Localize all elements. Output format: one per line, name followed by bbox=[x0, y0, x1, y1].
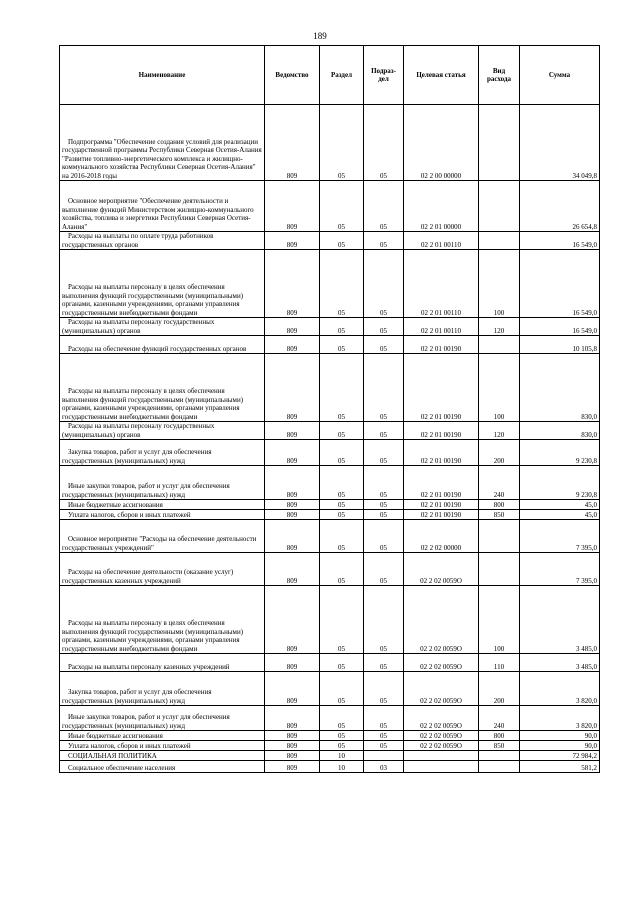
cell-amount: 9 230,8 bbox=[520, 466, 600, 500]
table-row bbox=[60, 553, 600, 586]
cell-amount: 9 230,8 bbox=[520, 440, 600, 466]
cell-subsection: 05 bbox=[364, 181, 404, 232]
cell-target: 02 2 01 00190 bbox=[404, 422, 479, 440]
cell-target bbox=[404, 751, 479, 761]
table-row bbox=[60, 336, 600, 354]
cell-section: 05 bbox=[320, 318, 364, 336]
cell-target: 02 2 01 00110 bbox=[404, 232, 479, 250]
cell-amount: 45,0 bbox=[520, 500, 600, 510]
cell-dept: 809 bbox=[265, 553, 320, 586]
cell-exp-type: 100 bbox=[479, 250, 520, 318]
cell-subsection: 05 bbox=[364, 232, 404, 250]
cell-exp-type: 800 bbox=[479, 731, 520, 741]
cell-amount: 7 395,0 bbox=[520, 553, 600, 586]
cell-dept: 809 bbox=[265, 336, 320, 354]
cell-target: 02 2 01 00190 bbox=[404, 466, 479, 500]
cell-section: 05 bbox=[320, 706, 364, 731]
cell-exp-type: 800 bbox=[479, 500, 520, 510]
header-exp-type: Вид расхода bbox=[479, 46, 520, 105]
cell-amount: 3 820,0 bbox=[520, 672, 600, 706]
cell-target: 02 2 02 00000 bbox=[404, 520, 479, 553]
cell-section: 10 bbox=[320, 751, 364, 761]
cell-name: Расходы на выплаты персоналу в целях обеспечения выполнения функций государственными (муниципальными) органами, казенными учреждениями, органами управления государственными внебюджетными фондами bbox=[60, 250, 265, 318]
cell-name: Основное мероприятие "Расходы на обеспечение деятельности государственных учреждений" bbox=[60, 520, 265, 553]
cell-exp-type bbox=[479, 761, 520, 773]
cell-target: 02 2 02 0059О bbox=[404, 553, 479, 586]
cell-exp-type: 200 bbox=[479, 440, 520, 466]
cell-subsection: 05 bbox=[364, 354, 404, 422]
cell-section: 05 bbox=[320, 520, 364, 553]
cell-name: Закупка товаров, работ и услуг для обеспечения государственных (муниципальных) нужд bbox=[60, 672, 265, 706]
cell-section: 05 bbox=[320, 232, 364, 250]
cell-name: Иные закупки товаров, работ и услуг для обеспечения государственных (муниципальных) нужд bbox=[60, 466, 265, 500]
cell-subsection: 05 bbox=[364, 520, 404, 553]
cell-name: Закупка товаров, работ и услуг для обеспечения государственных (муниципальных) нужд bbox=[60, 440, 265, 466]
cell-target: 02 2 01 00190 bbox=[404, 500, 479, 510]
cell-target: 02 2 01 00110 bbox=[404, 250, 479, 318]
cell-dept: 809 bbox=[265, 354, 320, 422]
cell-amount: 581,2 bbox=[520, 761, 600, 773]
cell-name: СОЦИАЛЬНАЯ ПОЛИТИКА bbox=[60, 751, 265, 761]
cell-amount: 16 549,0 bbox=[520, 318, 600, 336]
cell-dept: 809 bbox=[265, 586, 320, 654]
cell-amount: 45,0 bbox=[520, 510, 600, 520]
cell-target: 02 2 02 0059О bbox=[404, 731, 479, 741]
cell-section: 05 bbox=[320, 466, 364, 500]
cell-exp-type bbox=[479, 553, 520, 586]
cell-subsection bbox=[364, 751, 404, 761]
table-row bbox=[60, 466, 600, 500]
table-row bbox=[60, 105, 600, 181]
cell-name: Расходы на выплаты персоналу казенных учреждений bbox=[60, 654, 265, 672]
cell-section: 05 bbox=[320, 731, 364, 741]
cell-name: Расходы на обеспечение деятельности (оказание услуг) государственных казенных учреждений bbox=[60, 553, 265, 586]
cell-name: Уплата налогов, сборов и иных платежей bbox=[60, 741, 265, 751]
cell-section: 05 bbox=[320, 250, 364, 318]
cell-section: 05 bbox=[320, 672, 364, 706]
table-row bbox=[60, 500, 600, 510]
cell-target: 02 2 02 0059О bbox=[404, 586, 479, 654]
cell-target: 02 2 01 00000 bbox=[404, 181, 479, 232]
cell-name: Подпрограмма "Обеспечение создания условий для реализации государственной программы Республики Северная Осетия-Алания "Развитие топливно-энергетического комплекса и жилищно-коммунального хозяйства Республики Северная Осетия-Алания" на 2016-2018 годы bbox=[60, 105, 265, 181]
cell-target: 02 2 02 0059О bbox=[404, 654, 479, 672]
table-row bbox=[60, 250, 600, 318]
cell-exp-type: 850 bbox=[479, 510, 520, 520]
cell-amount: 34 049,8 bbox=[520, 105, 600, 181]
cell-subsection: 05 bbox=[364, 336, 404, 354]
cell-name: Расходы на выплаты по оплате труда работников государственных органов bbox=[60, 232, 265, 250]
page-number: 189 bbox=[313, 31, 327, 41]
cell-exp-type bbox=[479, 520, 520, 553]
cell-section: 05 bbox=[320, 510, 364, 520]
cell-target: 02 2 01 00110 bbox=[404, 318, 479, 336]
cell-subsection: 05 bbox=[364, 250, 404, 318]
cell-dept: 809 bbox=[265, 741, 320, 751]
cell-subsection: 05 bbox=[364, 706, 404, 731]
cell-section: 05 bbox=[320, 654, 364, 672]
cell-amount: 90,0 bbox=[520, 731, 600, 741]
cell-amount: 72 984,2 bbox=[520, 751, 600, 761]
cell-amount: 26 654,8 bbox=[520, 181, 600, 232]
cell-dept: 809 bbox=[265, 440, 320, 466]
cell-section: 05 bbox=[320, 354, 364, 422]
cell-subsection: 05 bbox=[364, 731, 404, 741]
cell-amount: 830,0 bbox=[520, 354, 600, 422]
cell-dept: 809 bbox=[265, 181, 320, 232]
cell-target: 02 2 02 0059О bbox=[404, 741, 479, 751]
cell-subsection: 05 bbox=[364, 466, 404, 500]
cell-dept: 809 bbox=[265, 510, 320, 520]
cell-name: Расходы на выплаты персоналу государственных (муниципальных) органов bbox=[60, 422, 265, 440]
cell-exp-type bbox=[479, 336, 520, 354]
table-row bbox=[60, 354, 600, 422]
cell-exp-type: 110 bbox=[479, 654, 520, 672]
cell-target: 02 2 02 0059О bbox=[404, 706, 479, 731]
table-row bbox=[60, 654, 600, 672]
table-row bbox=[60, 318, 600, 336]
cell-target: 02 2 01 00190 bbox=[404, 510, 479, 520]
cell-subsection: 05 bbox=[364, 510, 404, 520]
cell-subsection: 05 bbox=[364, 586, 404, 654]
table-row bbox=[60, 232, 600, 250]
table-row bbox=[60, 706, 600, 731]
cell-name: Уплата налогов, сборов и иных платежей bbox=[60, 510, 265, 520]
cell-dept: 809 bbox=[265, 232, 320, 250]
cell-amount: 16 549,0 bbox=[520, 250, 600, 318]
header-row bbox=[60, 46, 600, 105]
cell-target: 02 2 00 00000 bbox=[404, 105, 479, 181]
cell-subsection: 05 bbox=[364, 500, 404, 510]
cell-amount: 10 105,8 bbox=[520, 336, 600, 354]
cell-exp-type bbox=[479, 105, 520, 181]
header-section: Раздел bbox=[320, 46, 364, 105]
cell-name: Расходы на выплаты персоналу в целях обеспечения выполнения функций государственными (муниципальными) органами, казенными учреждениями, органами управления государственными внебюджетными фондами bbox=[60, 586, 265, 654]
cell-name: Расходы на обеспечение функций государственных органов bbox=[60, 336, 265, 354]
cell-name: Иные бюджетные ассигнования bbox=[60, 731, 265, 741]
cell-amount: 3 485,0 bbox=[520, 586, 600, 654]
cell-amount: 3 820,0 bbox=[520, 706, 600, 731]
cell-target: 02 2 02 0059О bbox=[404, 672, 479, 706]
budget-table bbox=[59, 45, 600, 773]
cell-dept: 809 bbox=[265, 761, 320, 773]
header-target: Целевая статья bbox=[404, 46, 479, 105]
cell-section: 05 bbox=[320, 440, 364, 466]
cell-subsection: 05 bbox=[364, 318, 404, 336]
cell-dept: 809 bbox=[265, 751, 320, 761]
cell-dept: 809 bbox=[265, 422, 320, 440]
cell-dept: 809 bbox=[265, 466, 320, 500]
cell-section: 05 bbox=[320, 422, 364, 440]
cell-section: 05 bbox=[320, 586, 364, 654]
cell-section: 05 bbox=[320, 553, 364, 586]
cell-dept: 809 bbox=[265, 250, 320, 318]
table-row bbox=[60, 731, 600, 741]
cell-subsection: 05 bbox=[364, 553, 404, 586]
cell-dept: 809 bbox=[265, 731, 320, 741]
cell-dept: 809 bbox=[265, 706, 320, 731]
cell-dept: 809 bbox=[265, 654, 320, 672]
header-amount: Сумма bbox=[520, 46, 600, 105]
cell-amount: 7 395,0 bbox=[520, 520, 600, 553]
cell-dept: 809 bbox=[265, 500, 320, 510]
cell-exp-type: 850 bbox=[479, 741, 520, 751]
cell-subsection: 03 bbox=[364, 761, 404, 773]
table-row bbox=[60, 586, 600, 654]
cell-exp-type: 120 bbox=[479, 422, 520, 440]
cell-section: 10 bbox=[320, 761, 364, 773]
cell-name: Основное мероприятие "Обеспечение деятельности и выполнение функций Министерством жилищно-коммунального хозяйства, топлива и энергетики Республики Северная Осетия-Алания" bbox=[60, 181, 265, 232]
cell-section: 05 bbox=[320, 741, 364, 751]
cell-dept: 809 bbox=[265, 672, 320, 706]
cell-subsection: 05 bbox=[364, 105, 404, 181]
table-row bbox=[60, 181, 600, 232]
cell-exp-type: 200 bbox=[479, 672, 520, 706]
cell-section: 05 bbox=[320, 500, 364, 510]
cell-amount: 3 485,0 bbox=[520, 654, 600, 672]
cell-exp-type bbox=[479, 232, 520, 250]
cell-exp-type: 100 bbox=[479, 354, 520, 422]
header-dept: Ведомство bbox=[265, 46, 320, 105]
table-row bbox=[60, 510, 600, 520]
table-row bbox=[60, 761, 600, 773]
cell-dept: 809 bbox=[265, 520, 320, 553]
cell-subsection: 05 bbox=[364, 672, 404, 706]
cell-amount: 830,0 bbox=[520, 422, 600, 440]
cell-name: Иные бюджетные ассигнования bbox=[60, 500, 265, 510]
cell-name: Иные закупки товаров, работ и услуг для обеспечения государственных (муниципальных) нужд bbox=[60, 706, 265, 731]
cell-exp-type: 120 bbox=[479, 318, 520, 336]
cell-section: 05 bbox=[320, 181, 364, 232]
cell-subsection: 05 bbox=[364, 440, 404, 466]
cell-target: 02 2 01 00190 bbox=[404, 440, 479, 466]
cell-section: 05 bbox=[320, 105, 364, 181]
table-row bbox=[60, 751, 600, 761]
cell-dept: 809 bbox=[265, 105, 320, 181]
table-row bbox=[60, 520, 600, 553]
cell-exp-type bbox=[479, 751, 520, 761]
table-row bbox=[60, 440, 600, 466]
cell-exp-type: 100 bbox=[479, 586, 520, 654]
cell-exp-type bbox=[479, 181, 520, 232]
cell-exp-type: 240 bbox=[479, 466, 520, 500]
cell-dept: 809 bbox=[265, 318, 320, 336]
header-name: Наименование bbox=[60, 46, 265, 105]
cell-subsection: 05 bbox=[364, 654, 404, 672]
table-row bbox=[60, 741, 600, 751]
cell-name: Расходы на выплаты персоналу государственных (муниципальных) органов bbox=[60, 318, 265, 336]
cell-target bbox=[404, 761, 479, 773]
cell-target: 02 2 01 00190 bbox=[404, 336, 479, 354]
table-row bbox=[60, 422, 600, 440]
cell-name: Расходы на выплаты персоналу в целях обеспечения выполнения функций государственными (муниципальными) органами, казенными учреждениями, органами управления государственными внебюджетными фондами bbox=[60, 354, 265, 422]
table-row bbox=[60, 672, 600, 706]
cell-subsection: 05 bbox=[364, 741, 404, 751]
cell-target: 02 2 01 00190 bbox=[404, 354, 479, 422]
cell-amount: 16 549,0 bbox=[520, 232, 600, 250]
cell-name: Социальное обеспечение населения bbox=[60, 761, 265, 773]
cell-exp-type: 240 bbox=[479, 706, 520, 731]
cell-subsection: 05 bbox=[364, 422, 404, 440]
cell-section: 05 bbox=[320, 336, 364, 354]
header-subsection: Подраз-дел bbox=[364, 46, 404, 105]
cell-amount: 90,0 bbox=[520, 741, 600, 751]
